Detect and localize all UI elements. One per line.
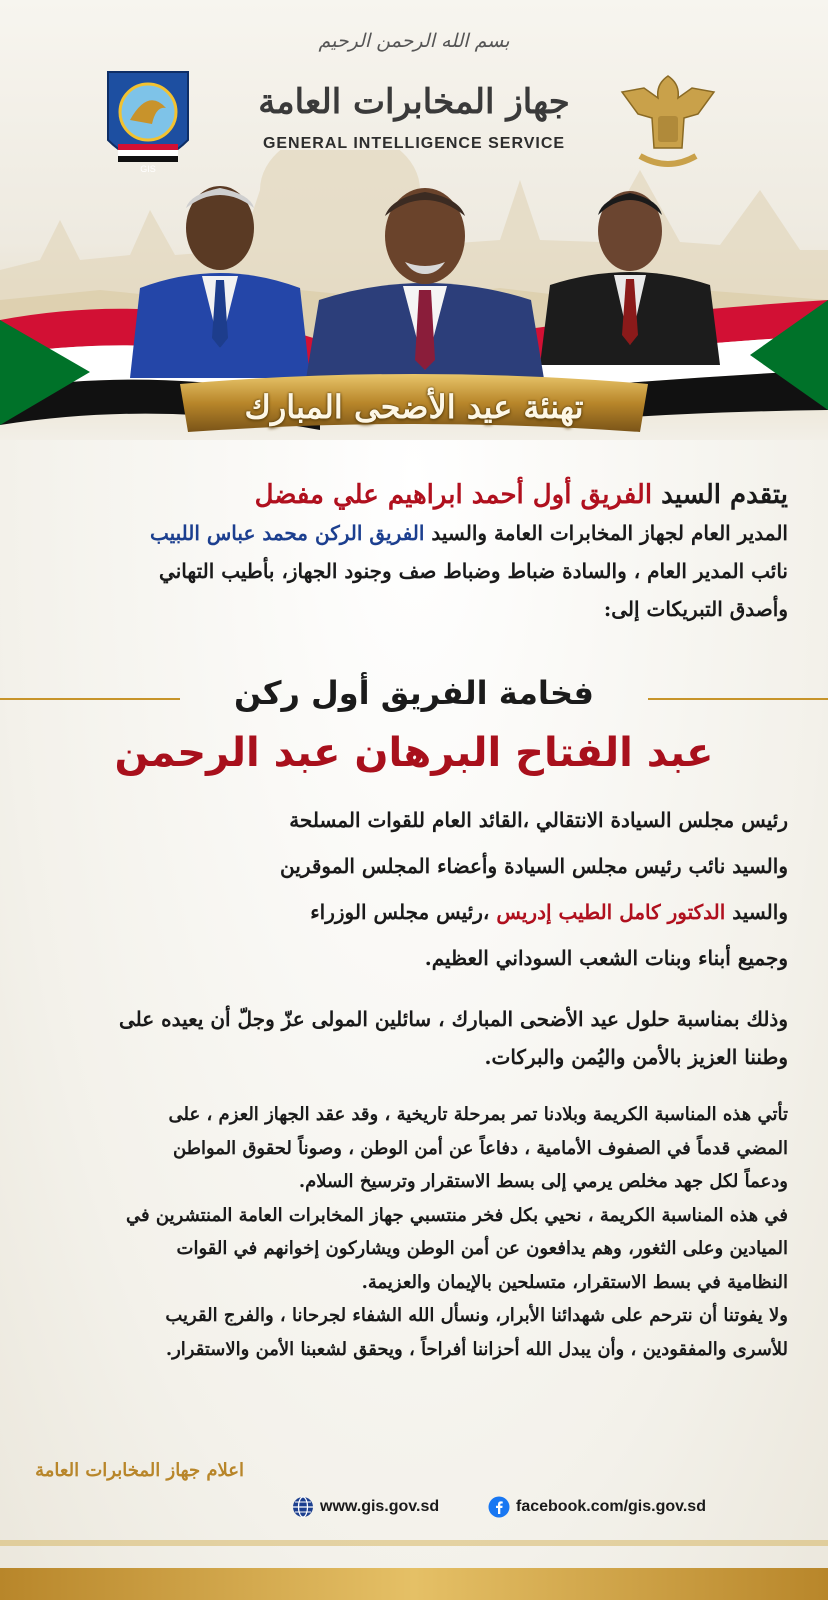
p2-line-1: رئيس مجلس السيادة الانتقالي ،القائد العام للقوات المسلحة: [289, 808, 788, 832]
p4-line: ودعماً لكل جهد مخلص يرمي إلى بسط الاستقرار وترسيخ السلام.: [298, 1171, 788, 1192]
org-name-english: GENERAL INTELLIGENCE SERVICE: [262, 135, 566, 152]
facebook-url[interactable]: facebook.com/gis.gov.sd: [516, 1498, 706, 1515]
intro-line-2-a: المدير العام لجهاز المخابرات العامة والسيد: [424, 521, 788, 545]
deputy-portrait: [540, 175, 720, 365]
prime-minister-name: الدكتور كامل الطيب إدريس: [496, 900, 726, 924]
basmala-calligraphy: بسم الله الرحمن الرحيم: [318, 30, 510, 52]
occasion-paragraph: [40, 1000, 788, 1076]
p3-line-2: وطننا العزيز بالأمن واليُمن والبركات.: [484, 1045, 788, 1069]
intro-paragraph: [40, 476, 788, 628]
website-link[interactable]: [292, 1492, 439, 1522]
p4-line: للأسرى والمفقودين ، وأن يبدل الله أحزاننا أفراحاً ، ويحقق لشعبنا الأمن والاستقرار.: [165, 1338, 788, 1360]
divider-line-left: [0, 698, 180, 700]
recipients-paragraph: [40, 797, 788, 981]
p2-line-3: [40, 889, 788, 935]
p4-line: الميادين وعلى الثغور، وهم يدافعون عن أمن الوطن ويشاركون إخوانهم في القوات: [176, 1238, 788, 1259]
p2-line-2: والسيد نائب رئيس مجلس السيادة وأعضاء المجلس الموقرين: [280, 854, 788, 878]
banner-title: تهنئة عيد الأضحى المبارك: [244, 388, 584, 426]
footer-signature: اعلام جهاز المخابرات العامة: [35, 1460, 244, 1481]
facebook-link[interactable]: [488, 1492, 706, 1522]
facebook-icon: [488, 1496, 510, 1518]
p2-line-4: وجميع أبناء وبنات الشعب السوداني العظيم.: [424, 946, 788, 970]
divider-line-right: [648, 698, 828, 700]
gis-emblem-icon: [100, 68, 196, 180]
p4-line: تأتي هذه المناسبة الكريمة وبلادنا تمر بمرحلة تاريخية ، وقد عقد الجهاز العزم ، على: [168, 1104, 788, 1125]
director-name: الفريق أول أحمد ابراهيم علي مفضل: [254, 480, 653, 510]
message-paragraph: [40, 1098, 788, 1366]
org-name-arabic: جهاز المخابرات العامة: [258, 82, 570, 122]
p3-line-1: وذلك بمناسبة حلول عيد الأضحى المبارك ، سائلين المولى عزّ وجلّ أن يعيده على: [118, 1007, 788, 1031]
p4-line: النظامية في بسط الاستقرار، متسلحين بالإيمان والعزيمة.: [361, 1271, 788, 1293]
intro-line-4: وأصدق التبريكات إلى:: [603, 597, 788, 621]
footer-gold-bar: [0, 1568, 828, 1600]
header-banner: [0, 0, 828, 440]
p2-line-3-a: والسيد: [725, 900, 788, 924]
intro-line-1: [40, 476, 788, 514]
p4-line: في هذه المناسبة الكريمة ، نحيي بكل فخر منتسبي جهاز المخابرات العامة المنتشرين في: [126, 1204, 788, 1226]
sudan-eagle-emblem-icon: [618, 68, 718, 180]
intro-line-2: [40, 514, 788, 552]
footer-accent-line: [0, 1540, 828, 1546]
deputy-name: الفريق الركن محمد عباس اللبيب: [149, 521, 425, 545]
addressee-title: فخامة الفريق أول ركن: [234, 674, 594, 712]
intro-line-1-a: يتقدم السيد: [652, 480, 788, 510]
svg-text:GIS: GIS: [140, 164, 156, 174]
p4-line: المضي قدماً في الصفوف الأمامية ، دفاعاً عن أمن الوطن ، وصوناً لحقوق المواطن: [172, 1137, 788, 1159]
p2-line-3-c: ،رئيس مجلس الوزراء: [310, 900, 497, 924]
globe-icon: [292, 1496, 314, 1518]
intro-line-3: نائب المدير العام ، والسادة ضباط وضباط صف وجنود الجهاز، بأطيب التهاني: [159, 559, 788, 583]
addressee-name: عبد الفتاح البرهان عبد الرحمن: [114, 730, 714, 776]
p4-line: ولا يفوتنا أن نترحم على شهدائنا الأبرار، ونسأل الله الشفاء لجرحانا ، والفرج القريب: [165, 1305, 788, 1326]
website-url[interactable]: www.gis.gov.sd: [320, 1498, 440, 1515]
